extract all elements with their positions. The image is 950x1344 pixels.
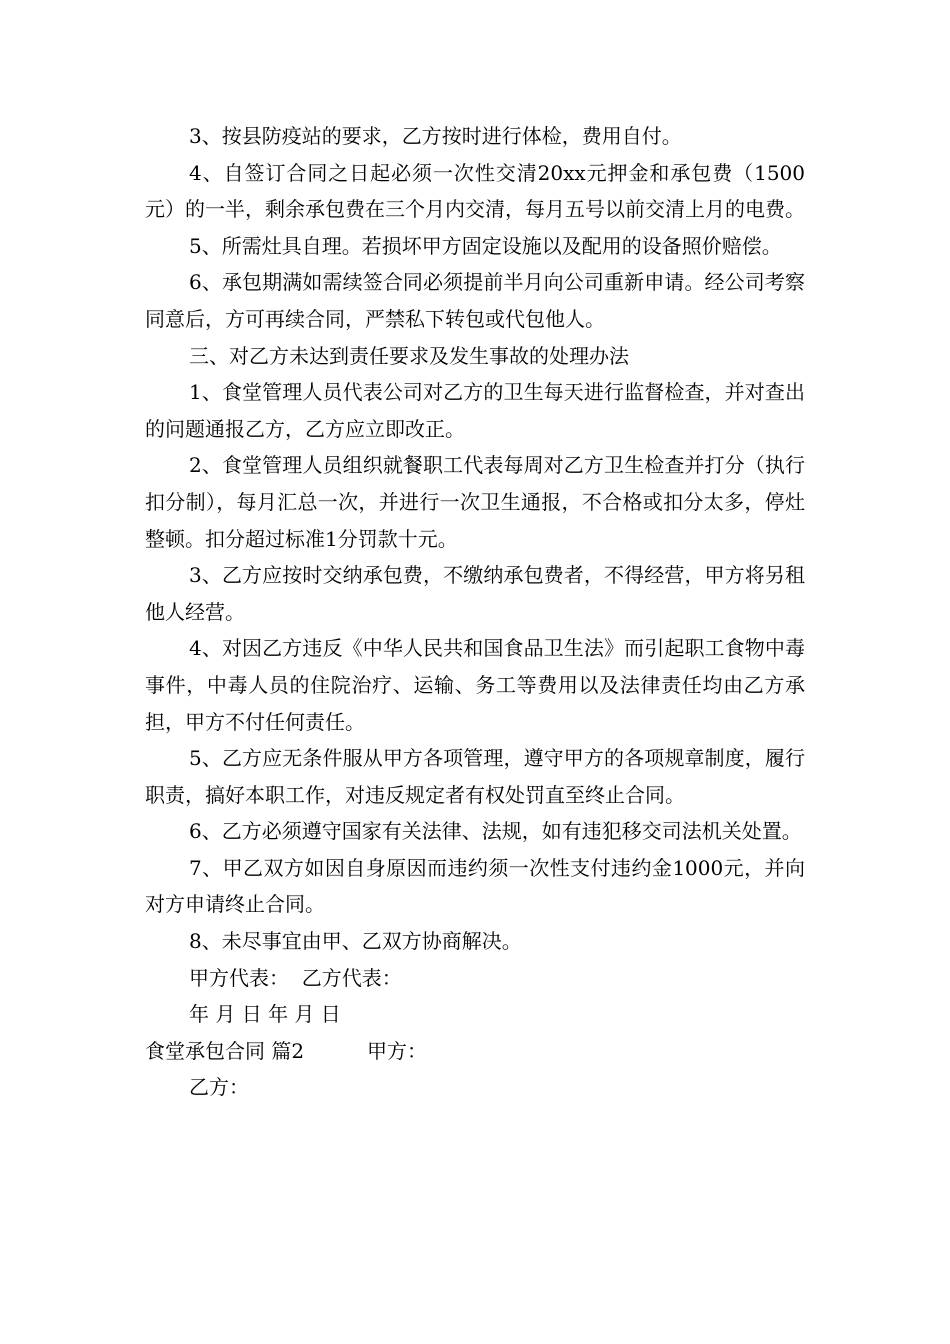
signature-representatives: 甲方代表： 乙方代表： xyxy=(189,965,402,990)
next-contract-title: 食堂承包合同 篇2 xyxy=(145,1038,305,1063)
paragraph: 6、乙方必须遵守国家有关法律、法规，如有违犯移交司法机关处置。 xyxy=(189,819,802,844)
paragraph: 6、承包期满如需续签合同必须提前半月向公司重新申请。经公司考察同意后，方可再续合同，严禁私下转包或代包他人。 xyxy=(145,270,805,331)
document-page xyxy=(145,118,805,1106)
paragraph: 4、自签订合同之日起必须一次性交清20xx元押金和承包费（1500元）的一半，剩余承包费在三个月内交清，每月五号以前交清上月的电费。 xyxy=(145,160,805,222)
paragraph: 5、所需灶具自理。若损坏甲方固定设施以及配用的设备照价赔偿。 xyxy=(189,233,782,258)
party-b-label: 乙方： xyxy=(189,1075,249,1100)
paragraph: 1、食堂管理人员代表公司对乙方的卫生每天进行监督检查，并对查出的问题通报乙方，乙方应立即改正。 xyxy=(145,380,805,441)
paragraph: 3、按县防疫站的要求，乙方按时进行体检，费用自付。 xyxy=(189,124,682,148)
paragraph: 7、甲乙双方如因自身原因而违约须一次性支付违约金1000元，并向对方申请终止合同。 xyxy=(145,855,805,917)
paragraph: 5、乙方应无条件服从甲方各项管理，遵守甲方的各项规章制度，履行职责，搞好本职工作，对违反规定者有权处罚直至终止合同。 xyxy=(145,746,805,807)
signature-dates: 年 月 日 年 月 日 xyxy=(189,1002,341,1027)
section-heading: 三、对乙方未达到责任要求及发生事故的处理办法 xyxy=(189,343,629,368)
paragraph: 3、乙方应按时交纳承包费，不缴纳承包费者，不得经营，甲方将另租他人经营。 xyxy=(145,563,805,624)
paragraph: 8、未尽事宜由甲、乙双方协商解决。 xyxy=(189,929,522,954)
paragraph: 2、食堂管理人员组织就餐职工代表每周对乙方卫生检查并打分（执行扣分制），每月汇总一次，并进行一次卫生通报，不合格或扣分太多，停灶整顿。扣分超过标准1分罚款十元。 xyxy=(145,453,805,551)
party-a-label: 甲方： xyxy=(367,1038,427,1063)
paragraph: 4、对因乙方违反《中华人民共和国食品卫生法》而引起职工食物中毒事件，中毒人员的住院治疗、运输、务工等费用以及法律责任均由乙方承担，甲方不付任何责任。 xyxy=(145,636,805,734)
next-contract-header xyxy=(145,1033,805,1070)
